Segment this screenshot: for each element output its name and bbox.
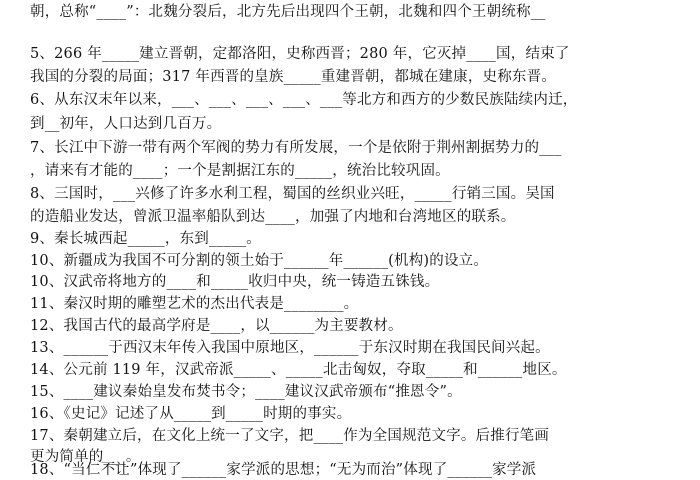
text-line: 朝，总称“____”：北魏分裂后，北方先后出现四个王朝，北魏和四个王朝统称__ — [30, 4, 546, 20]
text-line: 更为简单的___。 — [30, 449, 141, 465]
text-line: 17、秦朝建立后，在文化上统一了文字，把____作为全国规范文字。后推行笔画 — [30, 428, 550, 444]
text-line: 11、秦汉时期的雕塑艺术的杰出代表是________。 — [30, 296, 359, 312]
text-line: 18、“当仁不让”体现了______家学派的思想；“无为而治”体现了______家学派 — [30, 462, 537, 478]
text-line: 6、从东汉末年以来，___、___、___、___、___等北方和西方的少数民族陆续内迁， — [30, 92, 578, 108]
text-line: 7、长江中下游一带有两个军阀的势力有所发展，一个是依附于荆州割据势力的___ — [30, 140, 562, 156]
text-line: 10、新疆成为我国不可分割的领土始于______年______(机构)的设立。 — [30, 253, 489, 269]
text-line: 的造船业发达，曾派卫温率船队到达____，加强了内地和台湾地区的联系。 — [30, 209, 516, 225]
text-line: ，请来有才能的____；一个是割据江东的_____，统治比较巩固。 — [30, 163, 450, 179]
text-line: 14、公元前 119 年，汉武帝派_____、_____北击匈奴，夺取_____和______地区。 — [30, 362, 567, 378]
text-line: 我国的分裂的局面；317 年西晋的皇族_____重建晋朝，都城在建康，史称东晋。 — [30, 69, 557, 85]
text-line: 16、《史记》记述了从_____到_____时期的事实。 — [30, 406, 352, 422]
text-line: 9、秦长城西起_____，东到_____。 — [30, 231, 261, 247]
text-line: 13、______于西汉末年传入我国中原地区，______于东汉时期在我国民间兴起。 — [30, 340, 550, 356]
text-line: 到__初年，人口达到几百万。 — [30, 116, 222, 132]
text-line: 10、汉武帝将地方的____和_____收归中央，统一铸造五铢钱。 — [30, 274, 440, 290]
text-line: 12、我国古代的最高学府是____，以______为主要教材。 — [30, 318, 403, 334]
text-line: 5、266 年_____建立晋朝，定都洛阳，史称西晋；280 年，它灭掉____国，结束了 — [30, 46, 570, 62]
text-line: 8、三国时，___兴修了许多水利工程，蜀国的丝织业兴旺，_____行销三国。吴国 — [30, 186, 555, 202]
text-line: 15、____建议秦始皇发布焚书令；____建议汉武帝颁布“推恩令”。 — [30, 384, 462, 400]
